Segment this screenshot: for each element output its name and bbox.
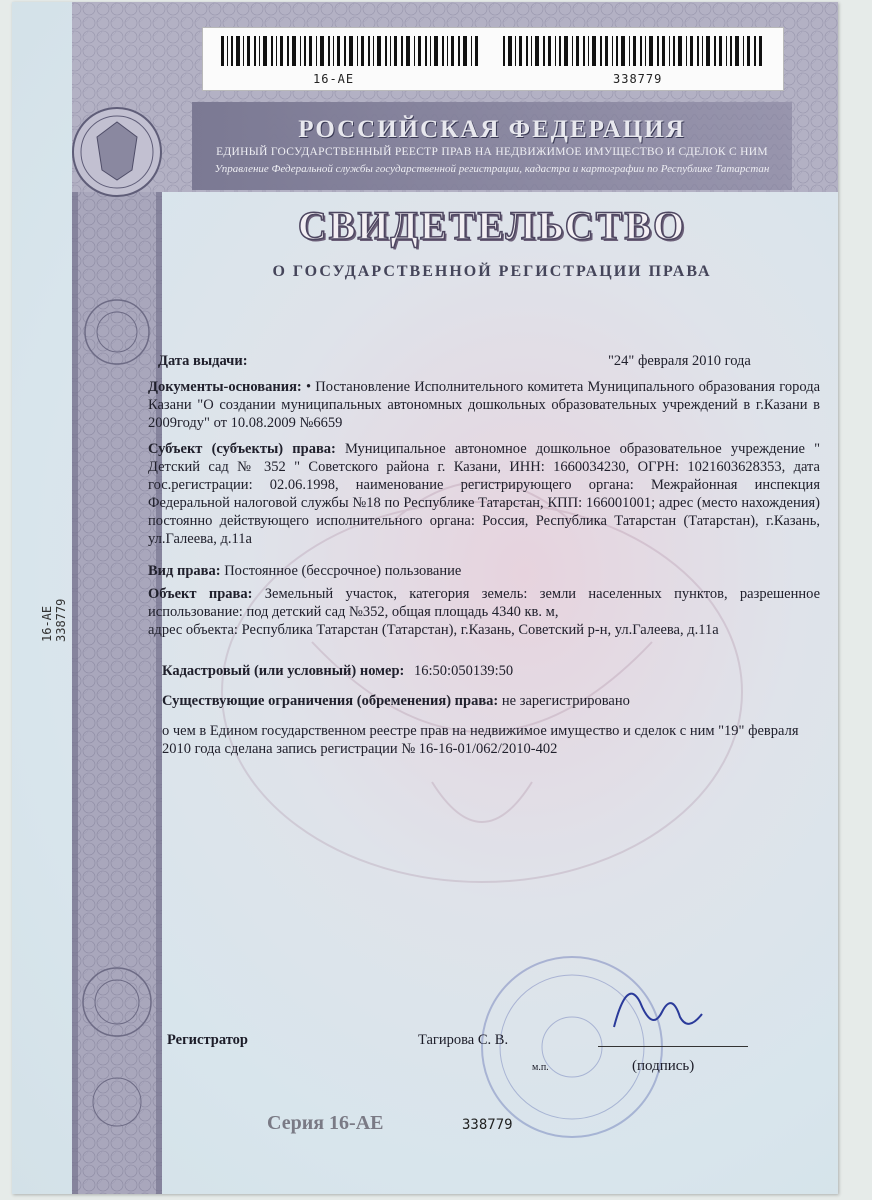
restrictions-row — [162, 692, 834, 710]
document-title: СВИДЕТЕЛЬСТВО — [297, 203, 687, 248]
object-text: Земельный участок, категория земель: земли населенных пунктов, разрешенное использование: под детский сад №352, общая площадь 4340 кв. м, — [148, 586, 820, 620]
object-block — [148, 585, 820, 621]
header-band — [202, 107, 782, 187]
side-series-number — [40, 442, 68, 642]
cadastral-row — [162, 662, 834, 680]
stamp-place-label: м.п. — [532, 1062, 549, 1073]
issue-date-row — [148, 352, 820, 370]
right-type-row — [148, 562, 820, 580]
signature-label: (подпись) — [632, 1058, 695, 1074]
subject-text: Муниципальное автономное дошкольное образовательное учреждение " Детский сад № 352 " Советского района г. Казани, ИНН: 1660034230, ОГРН: 1021603628353, дата гос.регистрации: 02.06.1998, наименование регистрирующего органа: Межрайонная инспекция Федеральной налоговой службы №18 по Республике Татарстан, КПП: 166001001; адрес (место нахождения) постоянно действующего исполнительного органа: Россия, Республика Татарстан (Татарстан), г.Казань, ул.Галеева, д.11а — [148, 441, 820, 547]
barcode-panel — [202, 27, 784, 91]
barcode-right — [503, 36, 763, 66]
object-label: Объект права: — [148, 586, 253, 602]
issue-date-value: "24" февраля 2010 года — [608, 353, 751, 369]
barcode-left-code: 16-AE — [313, 72, 355, 86]
object-address: адрес объекта: Республика Татарстан (Татарстан), г.Казань, Советский р-н, ул.Галеева, д.11а — [148, 622, 719, 638]
record-text: о чем в Едином государственном реестре прав на недвижимое имущество и сделок с ним "19" февраля 2010 года сделана запись регистрации № 16-16-01/062/2010-402 — [162, 723, 799, 757]
side-number: 338779 — [54, 598, 68, 642]
barcode-left — [221, 36, 481, 66]
issue-date-label: Дата выдачи: — [158, 353, 248, 369]
cadastral-label: Кадастровый (или условный) номер: — [162, 663, 405, 679]
header-subtitle-registry: ЕДИНЫЙ ГОСУДАРСТВЕННЫЙ РЕЕСТР ПРАВ НА НЕДВИЖИМОЕ ИМУЩЕСТВО И СДЕЛОК С НИМ — [216, 146, 768, 158]
series-label: Серия 16-АЕ — [267, 1112, 384, 1134]
cadastral-number: 16:50:050139:50 — [414, 663, 514, 679]
subject-label: Субъект (субъекты) права: — [148, 441, 336, 457]
documents-block — [148, 378, 820, 432]
header-title: РОССИЙСКАЯ ФЕДЕРАЦИЯ — [298, 116, 686, 143]
registrar-name: Тагирова С. В. — [418, 1032, 509, 1048]
subject-block — [148, 440, 820, 548]
header-subtitle-office: Управление Федеральной службы государственной регистрации, кадастра и картографии по Республике Татарстан — [214, 163, 770, 175]
restrictions-label: Существующие ограничения (обременения) права: — [162, 693, 499, 709]
document-subtitle: О ГОСУДАРСТВЕННОЙ РЕГИСТРАЦИИ ПРАВА — [272, 263, 712, 280]
right-type-label: Вид права: — [148, 563, 221, 579]
signature-line — [598, 1046, 748, 1047]
documents-text: • Постановление Исполнительного комитета Муниципального образования города Казани "О создании муниципальных автономных дошкольных образовательных учреждений в г.Казани в 2009году" от 10.08.2009 №6659 — [148, 379, 821, 431]
series-number: 338779 — [462, 1117, 513, 1133]
certificate-page — [12, 2, 838, 1194]
restrictions-value: не зарегистрировано — [501, 693, 630, 709]
barcode-right-code: 338779 — [613, 72, 663, 86]
side-series: 16-AE — [40, 605, 54, 642]
right-type-value: Постоянное (бессрочное) пользование — [224, 563, 462, 579]
registrar-label: Регистратор — [167, 1032, 248, 1048]
documents-label: Документы-основания: — [148, 379, 302, 395]
